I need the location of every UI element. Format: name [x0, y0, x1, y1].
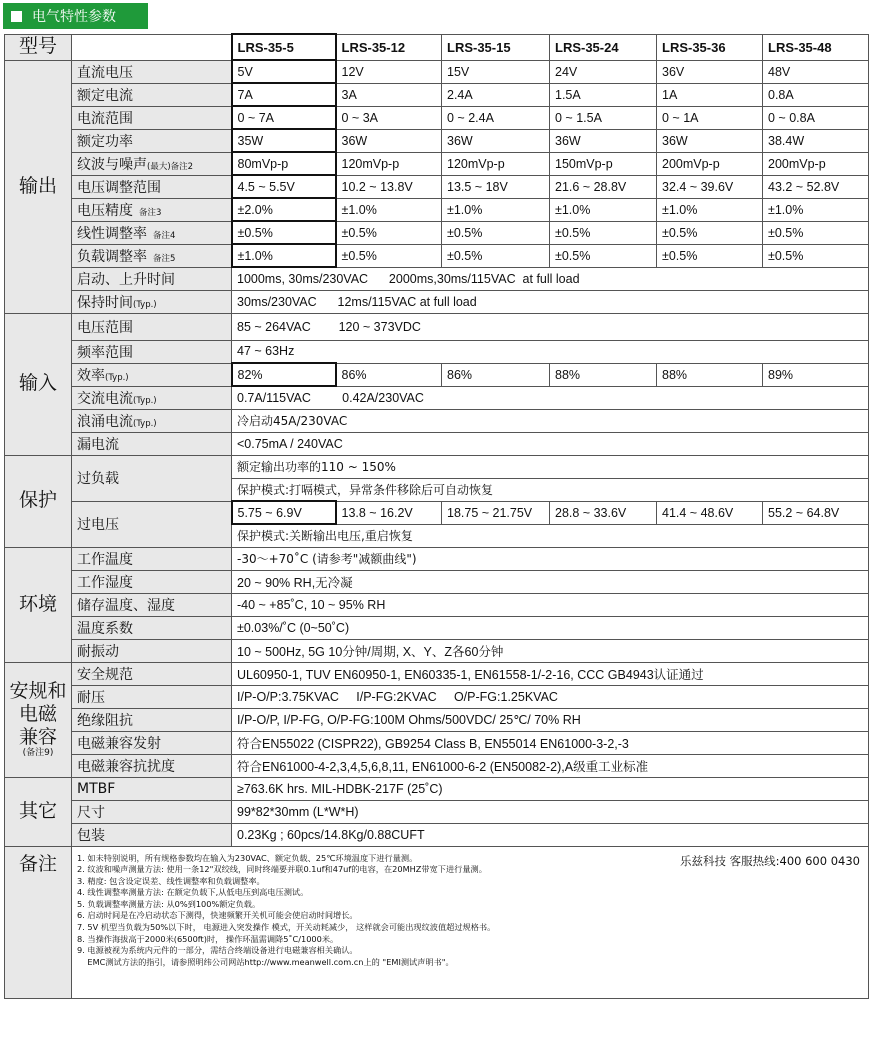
label-voltage-range: 电压范围: [72, 313, 232, 340]
cell: 120mVp-p: [336, 152, 442, 175]
freq-range-value: 47 ~ 63Hz: [232, 340, 869, 363]
cell: 13.5 ~ 18V: [442, 175, 550, 198]
cell: 36W: [550, 129, 657, 152]
label-dc-voltage: 直流电压: [72, 60, 232, 83]
section-environment: 环境: [5, 547, 72, 662]
cell: 38.4W: [763, 129, 869, 152]
section-model: 型号: [5, 34, 72, 60]
cell: ±1.0%: [336, 198, 442, 221]
working-humidity-value: 20 ~ 90% RH,无冷凝: [232, 570, 869, 593]
model-1: LRS-35-5: [232, 34, 336, 60]
cell: 5V: [232, 60, 336, 83]
cell: 21.6 ~ 28.8V: [550, 175, 657, 198]
line-reg-note: 备注4: [153, 230, 176, 241]
section-other: 其它: [5, 777, 72, 846]
cell: 88%: [550, 363, 657, 386]
row-rated-current: [5, 83, 869, 106]
row-overvoltage-1: [5, 501, 869, 524]
cell: 0 ~ 1A: [657, 106, 763, 129]
section-input: 输入: [5, 313, 72, 455]
label-voltage-tol: [72, 198, 232, 221]
dimension-value: 99*82*30mm (L*W*H): [232, 800, 869, 823]
emc-emission-value: 符合EN55022 (CISPR22), GB9254 Class B, EN55014 EN61000-3-2,-3: [232, 731, 869, 754]
ac-current-value: 0.7A/115VAC 0.42A/230VAC: [232, 386, 869, 409]
row-inrush: [5, 409, 869, 432]
cell: 36V: [657, 60, 763, 83]
label-inrush: [72, 409, 232, 432]
cell: 0 ~ 2.4A: [442, 106, 550, 129]
cell: 13.8 ~ 16.2V: [336, 501, 442, 524]
efficiency-label: 效率: [77, 367, 105, 384]
service-hotline: 乐兹科技 客服热线:400 600 0430: [679, 853, 860, 868]
cell: 3A: [336, 83, 442, 106]
row-isolation: [5, 708, 869, 731]
label-current-range: 电流范围: [72, 106, 232, 129]
cell: 0 ~ 1.5A: [550, 106, 657, 129]
mtbf-value: ≥763.6K hrs. MIL-HDBK-217F (25˚C): [232, 777, 869, 800]
label-emc-emission: 电磁兼容发射: [72, 731, 232, 754]
cell: ±0.5%: [763, 221, 869, 244]
inrush-label: 浪涌电流: [77, 413, 133, 430]
cell: 35W: [232, 129, 336, 152]
hold-up-qual: (Typ.): [133, 299, 157, 310]
label-setup-rise: 启动、上升时间: [72, 267, 232, 290]
row-safety-standards: [5, 662, 869, 685]
row-dc-voltage: [5, 60, 869, 83]
label-temp-coeff: 温度系数: [72, 616, 232, 639]
cell: 7A: [232, 83, 336, 106]
label-packing: 包装: [72, 823, 232, 846]
label-emc-immunity: 电磁兼容抗扰度: [72, 754, 232, 777]
ripple-note: 备注2: [170, 161, 194, 172]
label-isolation: 绝缘阻抗: [72, 708, 232, 731]
remark-line: 9. 电源被视为系统内元件的一部分，需结合终端设备进行电磁兼容相关确认。: [77, 945, 358, 956]
overload-line2: 保护模式:打嗝模式，异常条件移除后可自动恢复: [232, 478, 869, 501]
row-voltage-tol: [5, 198, 869, 221]
cell: ±1.0%: [550, 198, 657, 221]
row-leakage: [5, 432, 869, 455]
voltage-tol-note: 备注3: [139, 207, 162, 218]
label-ripple: [72, 152, 232, 175]
label-load-reg: [72, 244, 232, 267]
storage-value: -40 ~ +85˚C, 10 ~ 95% RH: [232, 593, 869, 616]
cell: 4.5 ~ 5.5V: [232, 175, 336, 198]
cell: 89%: [763, 363, 869, 386]
cell: ±1.0%: [232, 244, 336, 267]
row-working-humidity: [5, 570, 869, 593]
cell: 43.2 ~ 52.8V: [763, 175, 869, 198]
cell: 18.75 ~ 21.75V: [442, 501, 550, 524]
cell: 48V: [763, 60, 869, 83]
cell: 36W: [336, 129, 442, 152]
remark-line: 7. 5V 机型当负载为50%以下时， 电源进入突发操作 模式，开关动耗减少， 这样就会可能出现纹波值超过规格书。: [77, 922, 496, 933]
efficiency-qual: (Typ.): [105, 372, 129, 383]
emc-immunity-value: 符合EN61000-4-2,3,4,5,6,8,11, EN61000-6-2 (EN50082-2),A级重工业标准: [232, 754, 869, 777]
row-dimension: [5, 800, 869, 823]
cell: 36W: [442, 129, 550, 152]
overload-line1: 额定输出功率的110 ~ 150%: [232, 455, 869, 478]
cell: ±1.0%: [763, 198, 869, 221]
row-voltage-range: [5, 313, 869, 340]
row-mtbf: [5, 777, 869, 800]
cell: 86%: [442, 363, 550, 386]
model-5: LRS-35-36: [657, 34, 763, 60]
remark-line: EMC测试方法的指引，请参照明纬公司网站http://www.meanwell.com.cn上的 "EMI测试声明书"。: [77, 956, 454, 967]
ripple-label: 纹波与噪声: [77, 156, 147, 173]
safety-standards-value: UL60950-1, TUV EN60950-1, EN60335-1, EN61558-1/-2-16, CCC GB4943认证通过: [232, 662, 869, 685]
row-overload-1: [5, 455, 869, 478]
section-header: [3, 3, 148, 29]
row-working-temp: [5, 547, 869, 570]
section-protection: 保护: [5, 455, 72, 547]
row-vibration: [5, 639, 869, 662]
label-ac-current: [72, 386, 232, 409]
cell: ±0.5%: [550, 221, 657, 244]
label-freq-range: 频率范围: [72, 340, 232, 363]
row-withstand: [5, 685, 869, 708]
setup-rise-value: 1000ms, 30ms/230VAC 2000ms,30ms/115VAC at full load: [232, 267, 869, 290]
row-emc-immunity: [5, 754, 869, 777]
cell: ±0.5%: [763, 244, 869, 267]
cell: ±0.5%: [442, 221, 550, 244]
cell: ±0.5%: [657, 221, 763, 244]
remark-line: 5. 负载调整率测量方法: 从0%到100%额定负载。: [77, 898, 261, 909]
model-row: [5, 34, 869, 60]
remark-line: 6. 启动时间是在冷启动状态下测得，快速频繁开关机可能会使启动时间增长。: [77, 910, 358, 921]
safety-title-1: 安规和: [9, 679, 67, 702]
cell: 1A: [657, 83, 763, 106]
cell: 200mVp-p: [763, 152, 869, 175]
cell: 1.5A: [550, 83, 657, 106]
cell: ±0.5%: [442, 244, 550, 267]
ac-current-label: 交流电流: [77, 390, 133, 407]
cell: 0 ~ 3A: [336, 106, 442, 129]
label-line-reg: [72, 221, 232, 244]
row-hold-up: [5, 290, 869, 313]
leakage-value: <0.75mA / 240VAC: [232, 432, 869, 455]
cell: 32.4 ~ 39.6V: [657, 175, 763, 198]
cell: 0.8A: [763, 83, 869, 106]
line-reg-label: 线性调整率: [77, 225, 147, 242]
label-overload: 过负载: [72, 455, 232, 501]
cell: 41.4 ~ 48.6V: [657, 501, 763, 524]
cell: 86%: [336, 363, 442, 386]
cell: ±0.5%: [336, 221, 442, 244]
cell: ±0.5%: [657, 244, 763, 267]
voltage-tol-label: 电压精度: [77, 202, 133, 219]
row-load-reg: [5, 244, 869, 267]
label-leakage: 漏电流: [72, 432, 232, 455]
cell: ±2.0%: [232, 198, 336, 221]
cell: ±0.5%: [336, 244, 442, 267]
model-3: LRS-35-15: [442, 34, 550, 60]
hold-up-value: 30ms/230VAC 12ms/115VAC at full load: [232, 290, 869, 313]
cell: ±0.5%: [232, 221, 336, 244]
ac-current-qual: (Typ.): [133, 395, 157, 406]
vibration-value: 10 ~ 500Hz, 5G 10分钟/周期, X、Y、Z各60分钟: [232, 639, 869, 662]
remark-line: 8. 当操作海拔高于2000米(6500ft)时， 操作环温需调降5˚C/1000米。: [77, 933, 339, 944]
cell: 24V: [550, 60, 657, 83]
spec-table: [4, 33, 869, 999]
inrush-qual: (Typ.): [133, 418, 157, 429]
section-output: 输出: [5, 60, 72, 313]
label-withstand: 耐压: [72, 685, 232, 708]
label-working-temp: 工作温度: [72, 547, 232, 570]
cell: 150mVp-p: [550, 152, 657, 175]
cell: 80mVp-p: [232, 152, 336, 175]
remark-line: 1. 如未特别说明，所有规格参数均在输入为230VAC、额定负载、25℃环境温度下进行量测。: [77, 852, 418, 863]
model-6: LRS-35-48: [763, 34, 869, 60]
label-working-humidity: 工作湿度: [72, 570, 232, 593]
row-setup-rise: [5, 267, 869, 290]
isolation-value: I/P-O/P, I/P-FG, O/P-FG:100M Ohms/500VDC/ 25℃/ 70% RH: [232, 708, 869, 731]
model-2: LRS-35-12: [336, 34, 442, 60]
row-remarks: [5, 846, 869, 998]
label-rated-power: 额定功率: [72, 129, 232, 152]
ripple-qual: (最大): [147, 161, 171, 172]
row-ripple: [5, 152, 869, 175]
cell: 12V: [336, 60, 442, 83]
label-storage: 储存温度、湿度: [72, 593, 232, 616]
remarks-cell: [72, 846, 869, 998]
row-efficiency: [5, 363, 869, 386]
label-overvoltage: 过电压: [72, 501, 232, 547]
cell: 82%: [232, 363, 336, 386]
remark-line: 4. 线性调整率测量方法: 在额定负载下,从低电压到高电压测试。: [77, 887, 309, 898]
cell: 36W: [657, 129, 763, 152]
row-line-reg: [5, 221, 869, 244]
safety-note: (备注9): [22, 748, 54, 759]
packing-value: 0.23Kg ; 60pcs/14.8Kg/0.88CUFT: [232, 823, 869, 846]
overvoltage-line2: 保护模式:关断输出电压,重启恢复: [232, 524, 869, 547]
row-storage: [5, 593, 869, 616]
working-temp-value: -30～+70˚C (请参考"减额曲线"): [232, 547, 869, 570]
row-current-range: [5, 106, 869, 129]
square-icon: [11, 11, 22, 22]
cell: 0 ~ 0.8A: [763, 106, 869, 129]
cell: ±1.0%: [657, 198, 763, 221]
safety-title-2: 电磁: [18, 702, 57, 725]
label-hold-up: [72, 290, 232, 313]
row-freq-range: [5, 340, 869, 363]
hold-up-label: 保持时间: [77, 294, 133, 311]
cell: 200mVp-p: [657, 152, 763, 175]
row-temp-coeff: [5, 616, 869, 639]
row-voltage-adj: [5, 175, 869, 198]
row-packing: [5, 823, 869, 846]
model-blank: [72, 34, 232, 60]
cell: 0 ~ 7A: [232, 106, 336, 129]
model-4: LRS-35-24: [550, 34, 657, 60]
label-dimension: 尺寸: [72, 800, 232, 823]
label-voltage-adj: 电压调整范围: [72, 175, 232, 198]
inrush-value: 冷启动45A/230VAC: [232, 409, 869, 432]
label-efficiency: [72, 363, 232, 386]
temp-coeff-value: ±0.03%/˚C (0~50˚C): [232, 616, 869, 639]
remark-line: 2. 纹波和噪声测量方法: 使用一条12"双绞线，同时终端要并联0.1uf和47uf的电容，在20MHZ带宽下进行量测。: [77, 864, 487, 875]
cell: 28.8 ~ 33.6V: [550, 501, 657, 524]
label-rated-current: 额定电流: [72, 83, 232, 106]
cell: 88%: [657, 363, 763, 386]
section-header-title: 电气特性参数: [32, 9, 116, 25]
cell: 55.2 ~ 64.8V: [763, 501, 869, 524]
cell: 2.4A: [442, 83, 550, 106]
row-ac-current: [5, 386, 869, 409]
label-safety-standards: 安全规范: [72, 662, 232, 685]
cell: 5.75 ~ 6.9V: [232, 501, 336, 524]
load-reg-label: 负载调整率: [77, 248, 147, 265]
load-reg-note: 备注5: [153, 253, 176, 264]
section-remarks: 备注: [5, 846, 72, 998]
cell: ±0.5%: [550, 244, 657, 267]
row-emc-emission: [5, 731, 869, 754]
row-rated-power: [5, 129, 869, 152]
label-mtbf: MTBF: [72, 777, 232, 800]
cell: 15V: [442, 60, 550, 83]
label-vibration: 耐振动: [72, 639, 232, 662]
remark-line: 3. 精度: 包含设定误差、线性调整率和负载调整率。: [77, 875, 265, 886]
safety-title-3: 兼容: [18, 725, 57, 748]
cell: 10.2 ~ 13.8V: [336, 175, 442, 198]
withstand-value: I/P-O/P:3.75KVAC I/P-FG:2KVAC O/P-FG:1.25KVAC: [232, 685, 869, 708]
section-safety: [5, 662, 72, 777]
cell: ±1.0%: [442, 198, 550, 221]
voltage-range-value: 85 ~ 264VAC 120 ~ 373VDC: [232, 313, 869, 340]
cell: 120mVp-p: [442, 152, 550, 175]
